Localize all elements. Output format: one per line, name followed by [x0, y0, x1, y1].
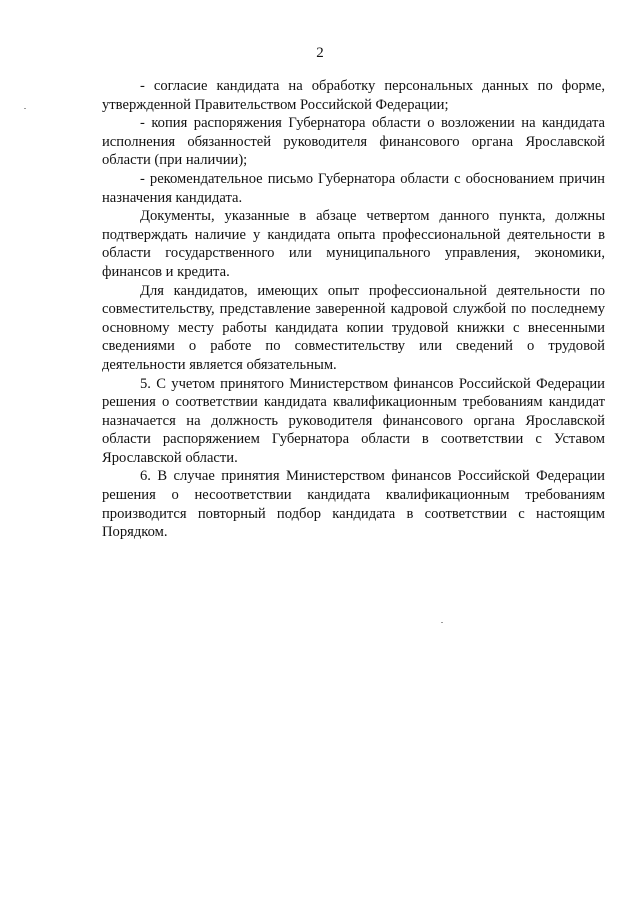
paragraph-item-6: 6. В случае принятия Министерством финансов Российской Федерации решения о несоответствии кандидата квалификационным требованиям производится повторный подбор кандидата в соответствии с настоящим Порядком. — [102, 468, 605, 541]
scan-speck — [24, 108, 26, 109]
document-body — [102, 77, 605, 542]
paragraph-documents-requirements: Документы, указанные в абзаце четвертом данного пункта, должны подтверждать наличие у кандидата опыта профессиональной деятельности в области государственного или муниципального управления, экономики, финансов и кредита. — [102, 208, 605, 280]
list-item-consent: - согласие кандидата на обработку персональных данных по форме, утвержденной Правительством Российской Федерации; — [102, 78, 605, 113]
list-item-recommendation-letter: - рекомендательное письмо Губернатора области с обоснованием причин назначения кандидата. — [102, 170, 605, 206]
scan-speck — [441, 622, 443, 623]
paragraph-item-5: 5. С учетом принятого Министерством финансов Российской Федерации решения о соответствии кандидата квалификационным требованиям кандидат назначается на должность руководителя финансового органа Ярославской области распоряжением Губернатора области в соответствии с Уставом Ярославской области. — [102, 375, 605, 466]
paragraph-part-time-candidates: Для кандидатов, имеющих опыт профессиональной деятельности по совместительству, представление заверенной кадровой службой по последнему основному месту работы кандидата копии трудовой книжки с внесенными сведениями о работе по совместительству или сведений о трудовой деятельности является обязательным. — [102, 282, 605, 373]
list-item-order-copy: - копия распоряжения Губернатора области о возложении на кандидата исполнения обязанностей руководителя финансового органа Ярославской области (при наличии); — [102, 115, 605, 169]
page-number: 2 — [316, 45, 324, 61]
